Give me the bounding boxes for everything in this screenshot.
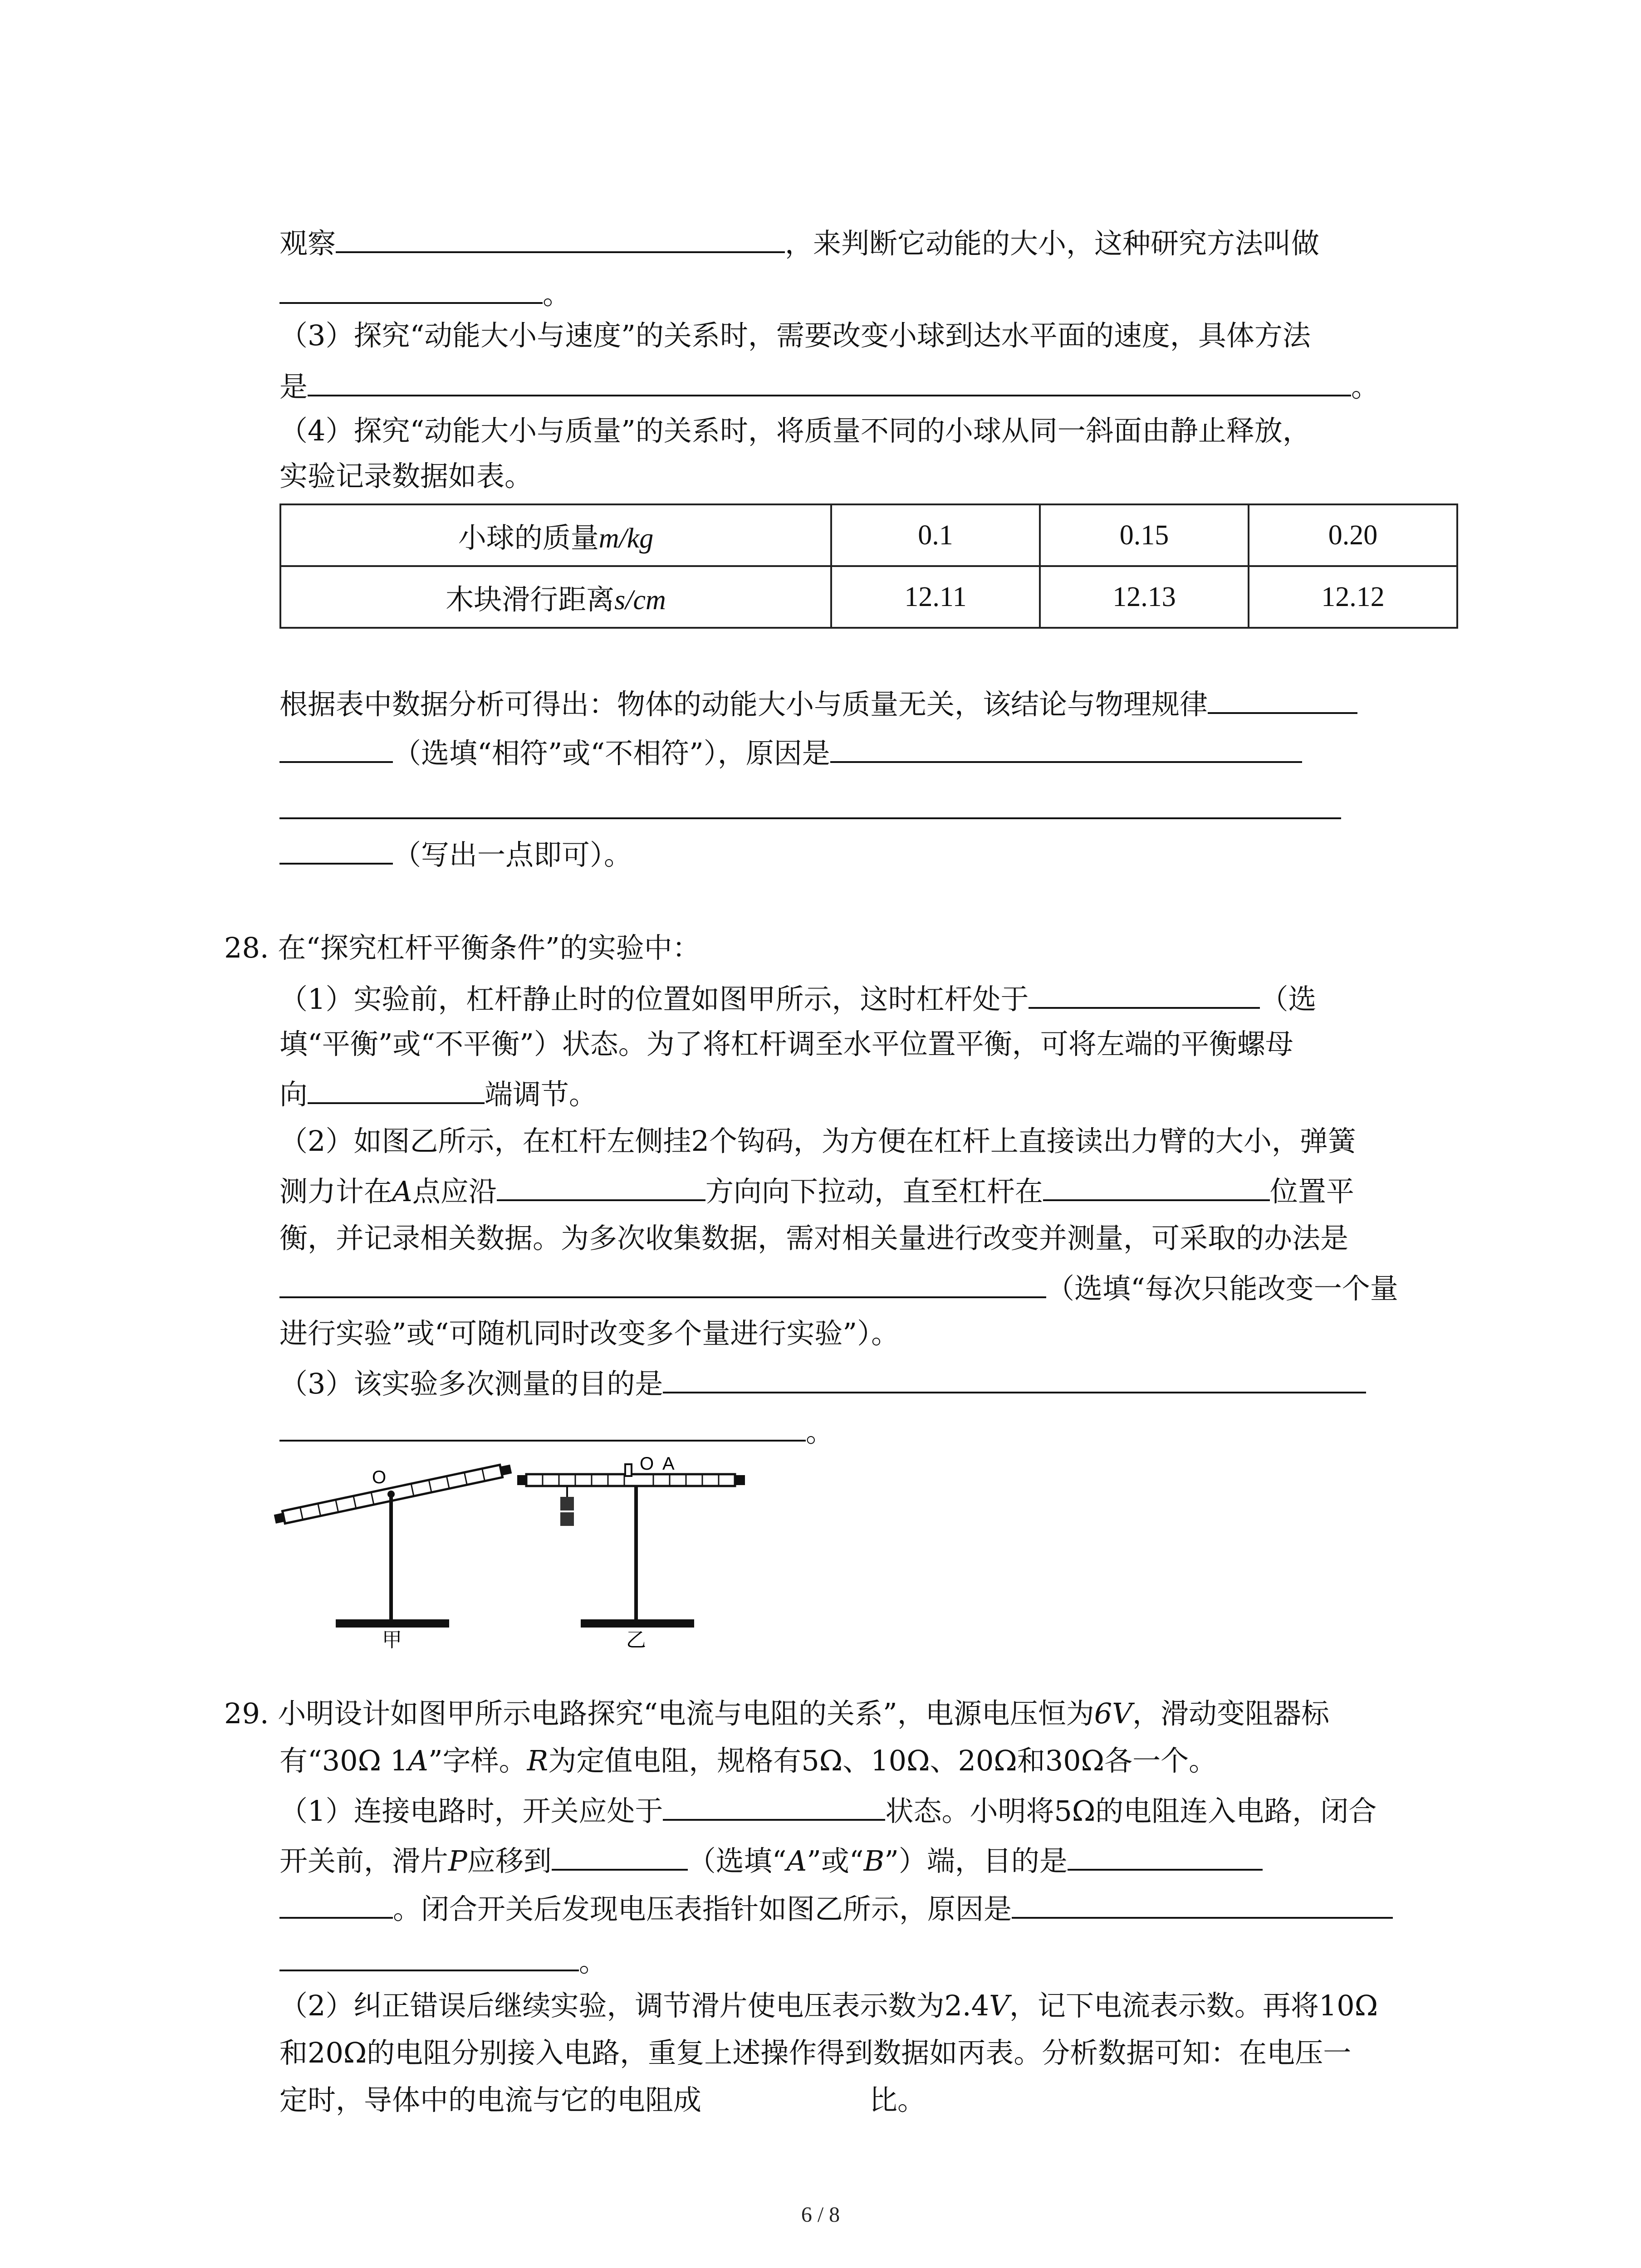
q27-line-10: （写出一点即可）。 [279,835,632,873]
table-cell: 12.11 [831,566,1040,628]
q29-line-3: （1）连接电路时，开关应处于 状态。小明将5Ω的电阻连入电路，闭合 [279,1791,1376,1829]
q27-line-7: 根据表中数据分析可得出：物体的动能大小与质量无关，该结论与物理规律 [279,684,1357,723]
q28-line-6: 测力计在A点应沿 方向向下拉动，直至杠杆在 位置平 [279,1171,1354,1210]
q27-line-6: 实验记录数据如表。 [279,459,533,493]
blank[interactable] [1068,1841,1263,1871]
table-cell: 0.20 [1249,504,1457,566]
blank[interactable] [279,789,1341,819]
q29-line-8: 和20Ω的电阻分别接入电路，重复上述操作得到数据如丙表。分析数据可知：在电压一 [279,2036,1352,2069]
blank[interactable] [663,1364,1366,1393]
q27-line-1: 观察 ，来判断它动能的大小，这种研究方法叫做 [279,223,1319,262]
table-cell: 0.15 [1040,504,1249,566]
q27-line-8: （选填“相符”或“不相符”），原因是 [279,733,1302,772]
hook-weights [560,1486,574,1526]
q28-line-11: 。 [279,1412,834,1450]
q29-line-1: 29. 小明设计如图甲所示电路探究“电流与电阻的关系”，电源电压恒为6V，滑动变阻器标 [224,1697,1329,1730]
blank[interactable] [1029,979,1260,1009]
point-a-label: A [662,1456,675,1474]
pivot-label: O [640,1456,654,1474]
q28-line-4: 向 端调节。 [279,1074,597,1113]
q29-line-5: 。闭合开关后发现电压表指针如图乙所示，原因是 [279,1889,1393,1927]
table-cell: 木块滑行距离s/cm [280,566,831,628]
pivot-label: O [372,1467,387,1487]
lever-figure-jia [272,1452,526,1651]
q29-line-2: 有“30Ω 1A”字样。R为定值电阻，规格有5Ω、10Ω、20Ω和30Ω各一个。 [279,1744,1217,1777]
table-row [280,504,1457,566]
caption-jia: 甲 [382,1628,402,1651]
q29-line-4: 开关前，滑片P应移到 （选填“A”或“B”）端，目的是 [279,1841,1263,1879]
q29-line-6: 。 [279,1941,607,1980]
blank[interactable] [279,1889,393,1919]
blank[interactable] [279,274,543,304]
lever-figure-yi [517,1456,753,1651]
blank[interactable] [1043,1171,1270,1201]
table-cell: 12.13 [1040,566,1249,628]
blank[interactable] [497,1171,705,1201]
q28-line-5: （2）如图乙所示，在杠杆左侧挂2个钩码，为方便在杠杆上直接读出力臂的大小，弹簧 [279,1124,1356,1158]
q27-line-4: 是 。 [279,367,1379,405]
q28-line-10: （3）该实验多次测量的目的是 [279,1364,1366,1402]
caption-yi: 乙 [626,1628,646,1651]
blank[interactable] [279,1268,1046,1298]
blank[interactable] [279,1412,806,1442]
table-cell: 12.12 [1249,566,1457,628]
q27-line-3: （3）探究“动能大小与速度”的关系时，需要改变小球到达水平面的速度，具体方法 [279,319,1311,352]
q28-line-2: （1）实验前，杠杆静止时的位置如图甲所示，这时杠杆处于 （选 [279,979,1316,1017]
q29-line-9: 定时，导体中的电流与它的电阻成 比。 [279,2083,926,2116]
blank[interactable] [308,1074,485,1104]
blank[interactable] [279,835,393,865]
data-table [279,503,1458,629]
table-cell: 0.1 [831,504,1040,566]
q28-line-3: 填“平衡”或“不平衡”）状态。为了将杠杆调至水平位置平衡，可将左端的平衡螺母 [279,1027,1293,1061]
q28-line-9: 进行实验”或“可随机同时改变多个量进行实验”）。 [279,1317,900,1350]
q27-line-2: 。 [279,274,571,313]
blank[interactable] [279,733,393,763]
table-row [280,566,1457,628]
blank[interactable] [552,1841,688,1871]
q27-line-5: （4）探究“动能大小与质量”的关系时，将质量不同的小球从同一斜面由静止释放， [279,414,1311,447]
blank[interactable] [308,367,1351,396]
blank[interactable] [336,223,785,253]
q28-line-8: （选填“每次只能改变一个量 [279,1268,1398,1307]
table-cell: 小球的质量m/kg [280,504,831,566]
blank[interactable] [279,1941,579,1971]
page-number: 6 / 8 [801,2203,840,2227]
blank[interactable] [1208,684,1357,714]
blank[interactable] [663,1791,885,1821]
q29-line-7: （2）纠正错误后继续实验，调节滑片使电压表示数为2.4V，记下电流表示数。再将10Ω [279,1989,1378,2022]
q28-line-1: 28. 在“探究杠杆平衡条件”的实验中： [224,931,700,964]
q27-line-9 [279,789,1341,828]
blank[interactable] [1012,1889,1393,1919]
blank[interactable] [830,733,1302,763]
q28-line-7: 衡，并记录相关数据。为多次收集数据，需对相关量进行改变并测量，可采取的办法是 [279,1222,1349,1255]
